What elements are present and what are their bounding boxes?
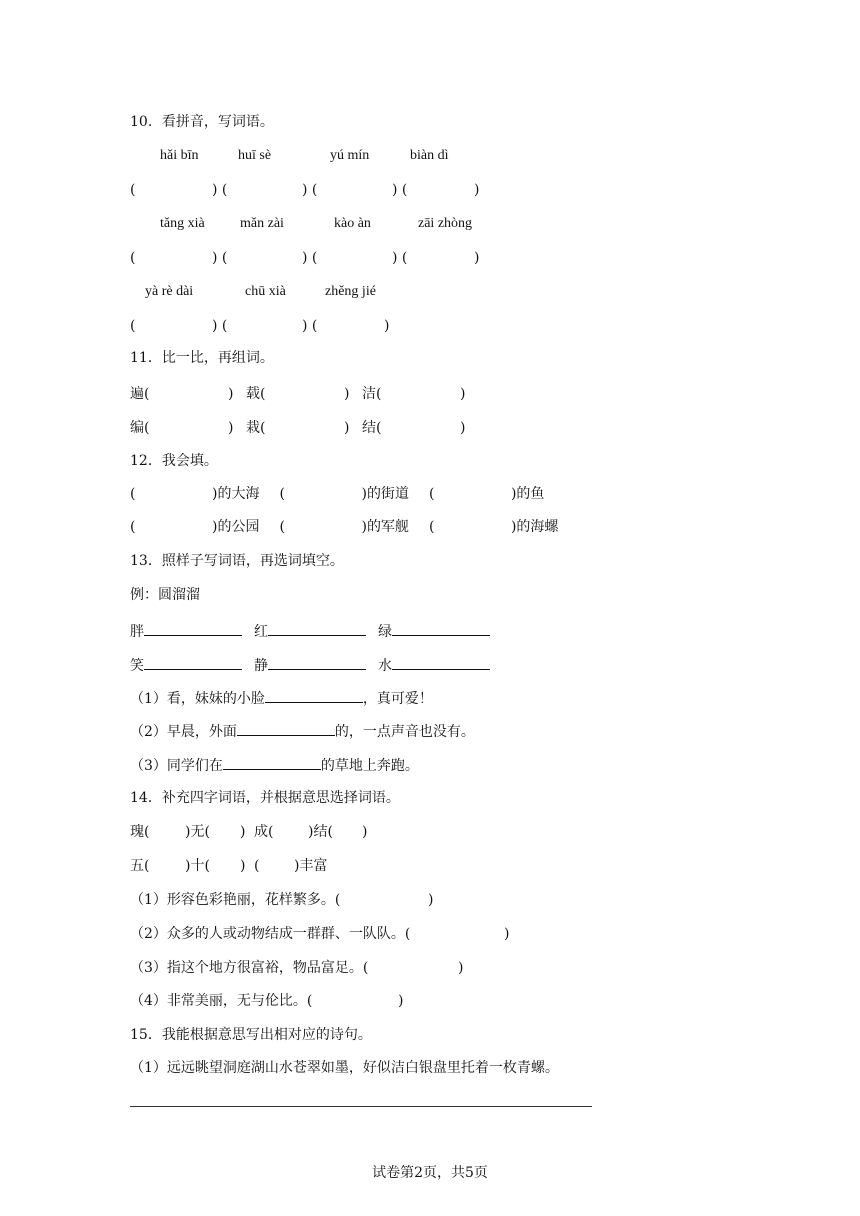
char: 胖 <box>130 624 144 640</box>
sentence-3[interactable]: （3）同学们在 的草地上奔跑。 <box>130 754 419 776</box>
pinyin: zāi zhòng <box>418 216 473 231</box>
pinyin: tǎng xià <box>160 216 205 231</box>
word-blank-row[interactable] <box>130 620 490 642</box>
meaning-4[interactable]: （4）非常美丽，无与伦比。( ) <box>130 993 404 1009</box>
phrase: 的军舰 <box>366 519 409 535</box>
sentence-2[interactable]: （2）早晨，外面 的，一点声音也没有。 <box>130 720 475 742</box>
pinyin: yú mín <box>330 148 370 163</box>
q11-title: 11．比一比，再组词。 <box>130 350 274 366</box>
answer-brackets-row[interactable]: ( ) ( ) ( ) ( ) <box>130 182 480 198</box>
pinyin: yà rè dài <box>145 284 194 299</box>
pinyin: mǎn zài <box>240 216 284 231</box>
q13-title: 13．照样子写词语，再选词填空。 <box>130 553 344 569</box>
char: 编 <box>130 420 144 436</box>
phrase: 的公园 <box>217 519 260 535</box>
char: 笑 <box>130 658 144 674</box>
phrase: 的海螺 <box>516 519 559 535</box>
char: 绿 <box>378 624 392 640</box>
meaning-3[interactable]: （3）指这个地方很富裕，物品富足。( ) <box>130 960 464 976</box>
sentence-1[interactable]: （1）看，妹妹的小脸 ，真可爱！ <box>130 687 433 709</box>
idiom-row[interactable]: 瑰( )无( ) 成( )结( ) <box>130 824 368 840</box>
compare-row[interactable]: 编( ) 栽( ) 结( ) <box>130 420 466 436</box>
q15-sentence-1: （1）远远眺望洞庭湖山水苍翠如墨，好似洁白银盘里托着一枚青螺。 <box>130 1060 559 1076</box>
fill-row[interactable]: ( )的公园 ( )的军舰 ( )的海螺 <box>130 519 559 535</box>
fill-row[interactable]: ( )的大海 ( )的街道 ( )的鱼 <box>130 486 545 502</box>
answer-line[interactable] <box>130 1106 592 1107</box>
char: 洁 <box>362 386 376 402</box>
page-footer: 试卷第2页，共5页 <box>372 1165 488 1181</box>
q12-title: 12．我会填。 <box>130 453 218 469</box>
pinyin: hǎi bīn <box>160 148 199 163</box>
q14-title: 14．补充四字词语，并根据意思选择词语。 <box>130 790 400 806</box>
char: 遍 <box>130 386 144 402</box>
phrase: 的鱼 <box>516 486 545 502</box>
q15-title: 15．我能根据意思写出相对应的诗句。 <box>130 1027 372 1043</box>
word-blank-row[interactable] <box>130 654 490 676</box>
char: 红 <box>254 624 268 640</box>
pinyin: zhěng jié <box>325 284 376 299</box>
answer-brackets-row[interactable]: ( ) ( ) ( ) <box>130 318 390 334</box>
pinyin: biàn dì <box>410 148 449 163</box>
pinyin: chū xià <box>245 284 286 299</box>
phrase: 的街道 <box>366 486 409 502</box>
phrase: 的大海 <box>217 486 260 502</box>
compare-row[interactable]: 遍( ) 载( ) 洁( ) <box>130 386 466 402</box>
char: 静 <box>254 658 268 674</box>
meaning-1[interactable]: （1）形容色彩艳丽，花样繁多。( ) <box>130 892 434 908</box>
meaning-2[interactable]: （2）众多的人或动物结成一群群、一队队。( ) <box>130 926 510 942</box>
answer-brackets-row[interactable]: ( ) ( ) ( ) ( ) <box>130 250 480 266</box>
char: 水 <box>378 658 392 674</box>
char: 结 <box>362 420 376 436</box>
idiom-row[interactable]: 五( )十( ) ( )丰富 <box>130 858 328 874</box>
q10-title: 10．看拼音，写词语。 <box>130 114 274 130</box>
pinyin: kào àn <box>334 216 371 231</box>
char: 载 <box>246 386 260 402</box>
pinyin: huī sè <box>238 148 272 163</box>
example: 例：圆溜溜 <box>130 587 200 603</box>
char: 栽 <box>246 420 260 436</box>
